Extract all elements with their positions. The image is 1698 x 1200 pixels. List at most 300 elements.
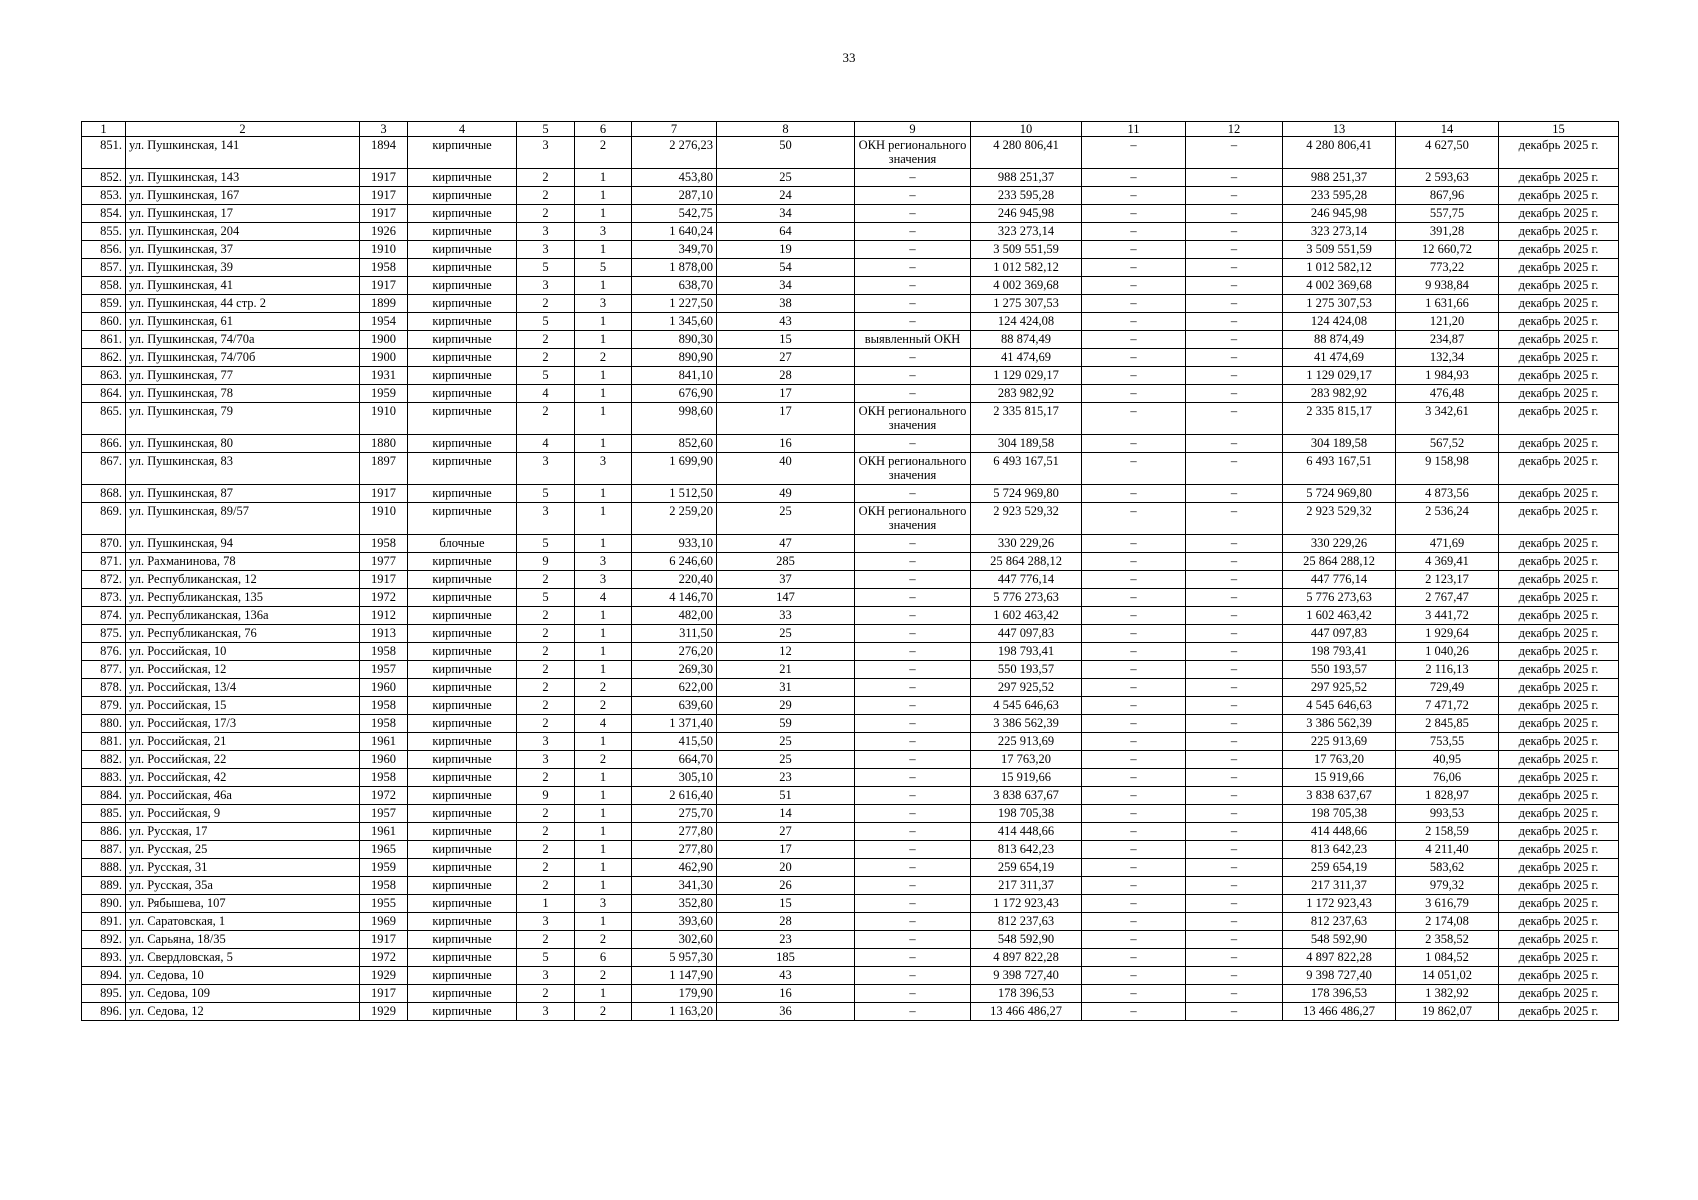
cell-total-cost: 41 474,69	[971, 349, 1082, 367]
cell-column-11: –	[1082, 679, 1186, 697]
table-row	[82, 259, 1619, 277]
cell-floors: 4	[517, 385, 575, 403]
cell-column-12: –	[1186, 805, 1283, 823]
cell-residents: 19	[717, 241, 855, 259]
cell-year-built: 1931	[360, 367, 408, 385]
cell-row-number: 877.	[82, 661, 126, 679]
cell-cost-total: 304 189,58	[1283, 435, 1396, 453]
cell-heritage-status: –	[855, 535, 971, 553]
cell-row-number: 888.	[82, 859, 126, 877]
table-row	[82, 913, 1619, 931]
cell-row-number: 887.	[82, 841, 126, 859]
cell-residents: 54	[717, 259, 855, 277]
cell-heritage-status: –	[855, 385, 971, 403]
cell-floors: 2	[517, 715, 575, 733]
table-row	[82, 715, 1619, 733]
cell-address: ул. Пушкинская, 61	[126, 313, 360, 331]
cell-address: ул. Пушкинская, 89/57	[126, 503, 360, 535]
cell-wall-material: кирпичные	[408, 187, 517, 205]
cell-row-number: 871.	[82, 553, 126, 571]
cell-year-built: 1917	[360, 277, 408, 295]
table-row	[82, 841, 1619, 859]
cell-address: ул. Пушкинская, 143	[126, 169, 360, 187]
cell-address: ул. Пушкинская, 80	[126, 435, 360, 453]
cell-cost-total: 2 335 815,17	[1283, 403, 1396, 435]
column-header-13: 13	[1283, 122, 1396, 137]
cell-address: ул. Пушкинская, 74/70а	[126, 331, 360, 349]
cell-total-area: 890,90	[632, 349, 717, 367]
column-header-14: 14	[1396, 122, 1499, 137]
cell-column-12: –	[1186, 625, 1283, 643]
cell-column-11: –	[1082, 877, 1186, 895]
cell-total-area: 482,00	[632, 607, 717, 625]
cell-total-cost: 1 172 923,43	[971, 895, 1082, 913]
cell-address: ул. Пушкинская, 141	[126, 137, 360, 169]
cell-residents: 16	[717, 985, 855, 1003]
cell-wall-material: кирпичные	[408, 571, 517, 589]
cell-entrances: 1	[575, 367, 632, 385]
cell-residents: 20	[717, 859, 855, 877]
cell-cost-per-sqm: 773,22	[1396, 259, 1499, 277]
cell-column-12: –	[1186, 485, 1283, 503]
cell-entrances: 2	[575, 679, 632, 697]
cell-floors: 2	[517, 985, 575, 1003]
cell-heritage-status: –	[855, 769, 971, 787]
cell-column-11: –	[1082, 913, 1186, 931]
cell-column-11: –	[1082, 453, 1186, 485]
cell-wall-material: кирпичные	[408, 295, 517, 313]
cell-column-11: –	[1082, 589, 1186, 607]
cell-column-12: –	[1186, 385, 1283, 403]
table-row	[82, 625, 1619, 643]
cell-address: ул. Пушкинская, 87	[126, 485, 360, 503]
cell-year-built: 1960	[360, 679, 408, 697]
cell-floors: 2	[517, 859, 575, 877]
table-row	[82, 931, 1619, 949]
cell-address: ул. Республиканская, 136а	[126, 607, 360, 625]
cell-column-11: –	[1082, 137, 1186, 169]
cell-cost-per-sqm: 234,87	[1396, 331, 1499, 349]
cell-total-cost: 5 724 969,80	[971, 485, 1082, 503]
cell-year-built: 1958	[360, 259, 408, 277]
cell-year-built: 1972	[360, 589, 408, 607]
cell-address: ул. Российская, 21	[126, 733, 360, 751]
cell-year-built: 1913	[360, 625, 408, 643]
cell-address: ул. Пушкинская, 77	[126, 367, 360, 385]
cell-column-11: –	[1082, 313, 1186, 331]
cell-entrances: 1	[575, 607, 632, 625]
cell-total-area: 311,50	[632, 625, 717, 643]
cell-row-number: 865.	[82, 403, 126, 435]
cell-column-12: –	[1186, 931, 1283, 949]
cell-column-11: –	[1082, 349, 1186, 367]
cell-wall-material: кирпичные	[408, 733, 517, 751]
cell-year-built: 1900	[360, 331, 408, 349]
cell-floors: 2	[517, 805, 575, 823]
cell-column-12: –	[1186, 643, 1283, 661]
cell-row-number: 875.	[82, 625, 126, 643]
cell-column-12: –	[1186, 205, 1283, 223]
cell-total-area: 352,80	[632, 895, 717, 913]
cell-column-11: –	[1082, 805, 1186, 823]
cell-cost-total: 813 642,23	[1283, 841, 1396, 859]
cell-wall-material: кирпичные	[408, 367, 517, 385]
cell-cost-total: 1 012 582,12	[1283, 259, 1396, 277]
cell-total-area: 341,30	[632, 877, 717, 895]
cell-row-number: 889.	[82, 877, 126, 895]
cell-entrances: 1	[575, 841, 632, 859]
cell-cost-total: 323 273,14	[1283, 223, 1396, 241]
cell-completion-date: декабрь 2025 г.	[1499, 169, 1619, 187]
cell-residents: 25	[717, 169, 855, 187]
cell-cost-per-sqm: 2 158,59	[1396, 823, 1499, 841]
cell-column-12: –	[1186, 1003, 1283, 1021]
table-row	[82, 643, 1619, 661]
cell-cost-per-sqm: 1 382,92	[1396, 985, 1499, 1003]
cell-residents: 17	[717, 385, 855, 403]
cell-year-built: 1958	[360, 715, 408, 733]
cell-entrances: 5	[575, 259, 632, 277]
cell-year-built: 1912	[360, 607, 408, 625]
cell-year-built: 1965	[360, 841, 408, 859]
cell-cost-total: 198 705,38	[1283, 805, 1396, 823]
cell-address: ул. Республиканская, 135	[126, 589, 360, 607]
cell-heritage-status: –	[855, 259, 971, 277]
cell-heritage-status: –	[855, 435, 971, 453]
cell-column-11: –	[1082, 751, 1186, 769]
cell-total-area: 1 371,40	[632, 715, 717, 733]
cell-address: ул. Российская, 9	[126, 805, 360, 823]
cell-column-12: –	[1186, 985, 1283, 1003]
table-row	[82, 313, 1619, 331]
cell-completion-date: декабрь 2025 г.	[1499, 277, 1619, 295]
cell-column-11: –	[1082, 931, 1186, 949]
cell-cost-total: 4 002 369,68	[1283, 277, 1396, 295]
cell-total-area: 933,10	[632, 535, 717, 553]
cell-heritage-status: –	[855, 571, 971, 589]
cell-total-area: 302,60	[632, 931, 717, 949]
cell-column-11: –	[1082, 625, 1186, 643]
cell-row-number: 895.	[82, 985, 126, 1003]
cell-wall-material: кирпичные	[408, 985, 517, 1003]
cell-total-area: 852,60	[632, 435, 717, 453]
column-header-3: 3	[360, 122, 408, 137]
cell-completion-date: декабрь 2025 г.	[1499, 805, 1619, 823]
cell-heritage-status: –	[855, 187, 971, 205]
table-row	[82, 877, 1619, 895]
cell-year-built: 1910	[360, 241, 408, 259]
cell-column-11: –	[1082, 169, 1186, 187]
cell-column-12: –	[1186, 313, 1283, 331]
cell-residents: 34	[717, 277, 855, 295]
cell-column-12: –	[1186, 571, 1283, 589]
cell-completion-date: декабрь 2025 г.	[1499, 931, 1619, 949]
table-body	[82, 137, 1619, 1021]
cell-residents: 43	[717, 967, 855, 985]
cell-floors: 3	[517, 967, 575, 985]
cell-completion-date: декабрь 2025 г.	[1499, 367, 1619, 385]
cell-total-cost: 13 466 486,27	[971, 1003, 1082, 1021]
cell-floors: 3	[517, 223, 575, 241]
cell-cost-total: 178 396,53	[1283, 985, 1396, 1003]
cell-total-area: 2 616,40	[632, 787, 717, 805]
cell-heritage-status: –	[855, 913, 971, 931]
cell-entrances: 1	[575, 485, 632, 503]
cell-total-cost: 225 913,69	[971, 733, 1082, 751]
cell-heritage-status: –	[855, 823, 971, 841]
cell-year-built: 1959	[360, 859, 408, 877]
cell-floors: 3	[517, 453, 575, 485]
cell-row-number: 867.	[82, 453, 126, 485]
cell-cost-per-sqm: 2 593,63	[1396, 169, 1499, 187]
cell-address: ул. Республиканская, 76	[126, 625, 360, 643]
cell-residents: 17	[717, 403, 855, 435]
cell-wall-material: кирпичные	[408, 877, 517, 895]
cell-column-11: –	[1082, 205, 1186, 223]
cell-year-built: 1900	[360, 349, 408, 367]
cell-column-11: –	[1082, 295, 1186, 313]
cell-total-area: 6 246,60	[632, 553, 717, 571]
cell-completion-date: декабрь 2025 г.	[1499, 967, 1619, 985]
table-row	[82, 895, 1619, 913]
cell-heritage-status: ОКН регионального значения	[855, 453, 971, 485]
buildings-table	[81, 121, 1619, 1021]
cell-heritage-status: –	[855, 967, 971, 985]
cell-cost-total: 4 280 806,41	[1283, 137, 1396, 169]
cell-address: ул. Российская, 12	[126, 661, 360, 679]
cell-cost-total: 198 793,41	[1283, 643, 1396, 661]
cell-heritage-status: –	[855, 643, 971, 661]
cell-cost-total: 25 864 288,12	[1283, 553, 1396, 571]
cell-row-number: 891.	[82, 913, 126, 931]
cell-entrances: 2	[575, 1003, 632, 1021]
table-row	[82, 823, 1619, 841]
cell-total-cost: 4 545 646,63	[971, 697, 1082, 715]
cell-total-cost: 217 311,37	[971, 877, 1082, 895]
cell-address: ул. Российская, 22	[126, 751, 360, 769]
cell-entrances: 2	[575, 967, 632, 985]
cell-total-cost: 88 874,49	[971, 331, 1082, 349]
cell-heritage-status: –	[855, 877, 971, 895]
cell-year-built: 1961	[360, 733, 408, 751]
cell-row-number: 864.	[82, 385, 126, 403]
cell-wall-material: кирпичные	[408, 769, 517, 787]
cell-column-11: –	[1082, 985, 1186, 1003]
cell-total-cost: 812 237,63	[971, 913, 1082, 931]
cell-completion-date: декабрь 2025 г.	[1499, 259, 1619, 277]
cell-total-cost: 3 509 551,59	[971, 241, 1082, 259]
cell-year-built: 1958	[360, 643, 408, 661]
cell-heritage-status: –	[855, 733, 971, 751]
cell-heritage-status: –	[855, 295, 971, 313]
cell-cost-total: 283 982,92	[1283, 385, 1396, 403]
cell-floors: 2	[517, 643, 575, 661]
cell-year-built: 1954	[360, 313, 408, 331]
cell-row-number: 870.	[82, 535, 126, 553]
cell-cost-total: 217 311,37	[1283, 877, 1396, 895]
cell-column-11: –	[1082, 385, 1186, 403]
cell-year-built: 1929	[360, 967, 408, 985]
cell-total-cost: 1 129 029,17	[971, 367, 1082, 385]
cell-completion-date: декабрь 2025 г.	[1499, 571, 1619, 589]
cell-column-12: –	[1186, 859, 1283, 877]
cell-cost-per-sqm: 557,75	[1396, 205, 1499, 223]
cell-floors: 3	[517, 751, 575, 769]
column-header-1: 1	[82, 122, 126, 137]
cell-column-12: –	[1186, 187, 1283, 205]
cell-completion-date: декабрь 2025 г.	[1499, 453, 1619, 485]
cell-completion-date: декабрь 2025 г.	[1499, 385, 1619, 403]
cell-cost-per-sqm: 1 929,64	[1396, 625, 1499, 643]
cell-address: ул. Рахманинова, 78	[126, 553, 360, 571]
cell-column-12: –	[1186, 841, 1283, 859]
cell-total-area: 998,60	[632, 403, 717, 435]
column-header-15: 15	[1499, 122, 1619, 137]
cell-residents: 29	[717, 697, 855, 715]
cell-address: ул. Пушкинская, 83	[126, 453, 360, 485]
cell-heritage-status: –	[855, 485, 971, 503]
cell-completion-date: декабрь 2025 г.	[1499, 435, 1619, 453]
cell-wall-material: кирпичные	[408, 589, 517, 607]
cell-total-area: 277,80	[632, 823, 717, 841]
cell-wall-material: кирпичные	[408, 137, 517, 169]
cell-residents: 28	[717, 913, 855, 931]
cell-column-12: –	[1186, 553, 1283, 571]
cell-row-number: 854.	[82, 205, 126, 223]
cell-completion-date: декабрь 2025 г.	[1499, 331, 1619, 349]
cell-cost-per-sqm: 3 616,79	[1396, 895, 1499, 913]
cell-residents: 27	[717, 349, 855, 367]
cell-floors: 2	[517, 607, 575, 625]
cell-total-area: 220,40	[632, 571, 717, 589]
cell-wall-material: кирпичные	[408, 259, 517, 277]
cell-row-number: 853.	[82, 187, 126, 205]
cell-entrances: 1	[575, 661, 632, 679]
cell-completion-date: декабрь 2025 г.	[1499, 1003, 1619, 1021]
cell-total-cost: 447 776,14	[971, 571, 1082, 589]
cell-year-built: 1955	[360, 895, 408, 913]
cell-entrances: 1	[575, 733, 632, 751]
cell-heritage-status: –	[855, 223, 971, 241]
cell-entrances: 3	[575, 571, 632, 589]
cell-cost-per-sqm: 4 873,56	[1396, 485, 1499, 503]
cell-residents: 12	[717, 643, 855, 661]
cell-address: ул. Пушкинская, 94	[126, 535, 360, 553]
cell-completion-date: декабрь 2025 г.	[1499, 403, 1619, 435]
cell-completion-date: декабрь 2025 г.	[1499, 349, 1619, 367]
cell-column-11: –	[1082, 715, 1186, 733]
cell-wall-material: кирпичные	[408, 715, 517, 733]
cell-completion-date: декабрь 2025 г.	[1499, 859, 1619, 877]
cell-wall-material: кирпичные	[408, 313, 517, 331]
cell-row-number: 863.	[82, 367, 126, 385]
cell-address: ул. Свердловская, 5	[126, 949, 360, 967]
cell-total-area: 415,50	[632, 733, 717, 751]
cell-residents: 15	[717, 331, 855, 349]
cell-cost-per-sqm: 132,34	[1396, 349, 1499, 367]
cell-year-built: 1917	[360, 485, 408, 503]
cell-row-number: 890.	[82, 895, 126, 913]
cell-wall-material: кирпичные	[408, 679, 517, 697]
cell-total-area: 276,20	[632, 643, 717, 661]
cell-address: ул. Седова, 12	[126, 1003, 360, 1021]
cell-cost-total: 1 129 029,17	[1283, 367, 1396, 385]
column-header-12: 12	[1186, 122, 1283, 137]
cell-completion-date: декабрь 2025 г.	[1499, 769, 1619, 787]
cell-year-built: 1917	[360, 985, 408, 1003]
cell-column-12: –	[1186, 661, 1283, 679]
cell-address: ул. Пушкинская, 74/70б	[126, 349, 360, 367]
cell-floors: 2	[517, 841, 575, 859]
cell-column-11: –	[1082, 859, 1186, 877]
cell-cost-per-sqm: 2 123,17	[1396, 571, 1499, 589]
cell-year-built: 1961	[360, 823, 408, 841]
table-row	[82, 205, 1619, 223]
cell-completion-date: декабрь 2025 г.	[1499, 503, 1619, 535]
cell-cost-total: 259 654,19	[1283, 859, 1396, 877]
cell-year-built: 1960	[360, 751, 408, 769]
cell-completion-date: декабрь 2025 г.	[1499, 625, 1619, 643]
cell-residents: 25	[717, 503, 855, 535]
cell-total-cost: 414 448,66	[971, 823, 1082, 841]
column-header-8: 8	[717, 122, 855, 137]
cell-row-number: 893.	[82, 949, 126, 967]
cell-total-area: 277,80	[632, 841, 717, 859]
cell-heritage-status: –	[855, 625, 971, 643]
cell-cost-total: 447 776,14	[1283, 571, 1396, 589]
table-row	[82, 679, 1619, 697]
cell-row-number: 884.	[82, 787, 126, 805]
cell-total-cost: 198 705,38	[971, 805, 1082, 823]
cell-address: ул. Саратовская, 1	[126, 913, 360, 931]
cell-residents: 37	[717, 571, 855, 589]
table-row	[82, 1003, 1619, 1021]
cell-column-12: –	[1186, 697, 1283, 715]
cell-row-number: 860.	[82, 313, 126, 331]
cell-address: ул. Русская, 31	[126, 859, 360, 877]
cell-year-built: 1957	[360, 661, 408, 679]
cell-entrances: 1	[575, 535, 632, 553]
cell-cost-per-sqm: 2 174,08	[1396, 913, 1499, 931]
cell-completion-date: декабрь 2025 г.	[1499, 895, 1619, 913]
cell-wall-material: кирпичные	[408, 805, 517, 823]
table-row	[82, 367, 1619, 385]
cell-row-number: 874.	[82, 607, 126, 625]
cell-total-area: 1 147,90	[632, 967, 717, 985]
cell-wall-material: кирпичные	[408, 453, 517, 485]
cell-cost-per-sqm: 993,53	[1396, 805, 1499, 823]
cell-completion-date: декабрь 2025 г.	[1499, 697, 1619, 715]
cell-cost-total: 988 251,37	[1283, 169, 1396, 187]
cell-cost-per-sqm: 19 862,07	[1396, 1003, 1499, 1021]
cell-wall-material: кирпичные	[408, 503, 517, 535]
cell-residents: 28	[717, 367, 855, 385]
cell-column-11: –	[1082, 697, 1186, 715]
cell-residents: 51	[717, 787, 855, 805]
cell-wall-material: кирпичные	[408, 859, 517, 877]
cell-entrances: 1	[575, 769, 632, 787]
cell-residents: 50	[717, 137, 855, 169]
cell-entrances: 6	[575, 949, 632, 967]
cell-column-11: –	[1082, 949, 1186, 967]
table-row	[82, 277, 1619, 295]
cell-completion-date: декабрь 2025 г.	[1499, 205, 1619, 223]
cell-heritage-status: –	[855, 277, 971, 295]
cell-heritage-status: –	[855, 985, 971, 1003]
cell-row-number: 859.	[82, 295, 126, 313]
cell-cost-per-sqm: 3 342,61	[1396, 403, 1499, 435]
cell-column-12: –	[1186, 169, 1283, 187]
